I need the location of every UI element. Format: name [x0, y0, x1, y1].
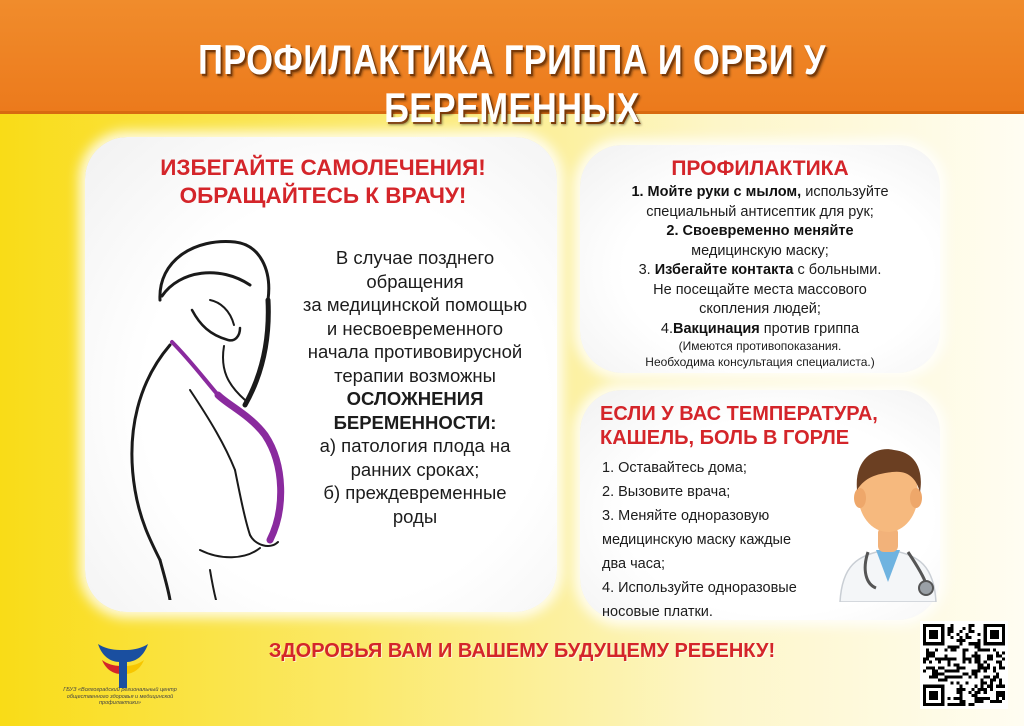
prevention-item-text: скопления людей; — [699, 301, 821, 317]
temperature-title-line2: КАШЕЛЬ, БОЛЬ В ГОРЛЕ — [600, 427, 850, 449]
body-line: ранних сроках; — [350, 458, 480, 480]
footer-slogan: ЗДОРОВЬЯ ВАМ И ВАШЕМУ БУДУЩЕМУ РЕБЕНКУ! — [268, 640, 776, 662]
body-line: за медицинской помощью — [302, 294, 528, 315]
prevention-item-bold: Вакцинация — [672, 320, 760, 337]
prevention-item-text: Не посещайте места массового — [653, 281, 867, 298]
list-item: 3. Меняйте одноразовую — [602, 508, 770, 524]
doctor-icon — [838, 442, 938, 602]
prevention-item-number: 4. — [660, 320, 673, 337]
prevention-title: ПРОФИЛАКТИКА — [671, 157, 849, 180]
temperature-title-line1: ЕСЛИ У ВАС ТЕМПЕРАТУРА, — [600, 403, 878, 425]
left-title-line2: ОБРАЩАЙТЕСЬ К ВРАЧУ! — [179, 183, 467, 208]
logo-caption: ГБУЗ «Волгоградский региональный центр общественного здоровья и медицинской профилактики» — [63, 687, 177, 706]
list-item: 1. Оставайтесь дома; — [602, 460, 747, 476]
organization-logo — [92, 640, 154, 690]
complications-heading: БЕРЕМЕННОСТИ: — [333, 411, 497, 433]
prevention-item-bold: Избегайте контакта — [654, 262, 794, 278]
prevention-item — [588, 222, 932, 242]
page-title: ПРОФИЛАКТИКА ГРИППА И ОРВИ У БЕРЕМЕННЫХ — [198, 36, 826, 131]
body-line: б) преждевременные — [323, 482, 507, 503]
list-item: 2. Вызовите врача; — [602, 484, 731, 500]
prevention-item-text: медицинскую маску; — [691, 242, 829, 259]
list-item: два часа; — [602, 556, 666, 572]
prevention-note: (Имеются противопоказания. — [678, 339, 842, 353]
prevention-item-text: против гриппа — [759, 320, 860, 337]
list-item: медицинскую маску каждые — [602, 532, 792, 548]
body-line: и несвоевременного — [326, 317, 504, 339]
temperature-list — [602, 456, 842, 624]
header-banner — [0, 0, 1024, 131]
left-card-body — [270, 246, 560, 528]
prevention-item-text: специальный антисептик для рук; — [646, 203, 874, 220]
prevention-item-bold: 1. Мойте руки с мылом, — [631, 184, 802, 200]
list-item: носовые платки. — [602, 604, 713, 620]
body-line: В случае позднего — [335, 247, 495, 268]
body-line: роды — [392, 505, 438, 527]
prevention-item — [588, 261, 932, 281]
body-line: терапии возможны — [334, 364, 496, 386]
complications-heading: ОСЛОЖНЕНИЯ — [346, 388, 484, 409]
body-line: начала противовирусной — [307, 341, 523, 362]
prevention-item-number: 3. — [638, 262, 655, 278]
prevention-item-text: с больными. — [793, 262, 882, 278]
prevention-item — [588, 183, 932, 203]
qr-code — [920, 620, 1008, 710]
left-card-title — [133, 154, 513, 210]
list-item: 4. Используйте одноразовые — [602, 580, 797, 596]
prevention-item — [588, 320, 932, 340]
body-line: обращения — [366, 270, 464, 292]
pregnant-woman-illustration — [100, 230, 290, 600]
left-title-line1: ИЗБЕГАЙТЕ САМОЛЕЧЕНИЯ! — [160, 155, 486, 180]
prevention-item-bold: 2. Своевременно меняйте — [666, 223, 854, 239]
prevention-item-text: используйте — [801, 184, 889, 200]
prevention-note: Необходима консультация специалиста.) — [645, 354, 875, 369]
prevention-list — [588, 183, 932, 370]
body-line: а) патология плода на — [319, 435, 511, 456]
prevention-card — [580, 145, 940, 373]
